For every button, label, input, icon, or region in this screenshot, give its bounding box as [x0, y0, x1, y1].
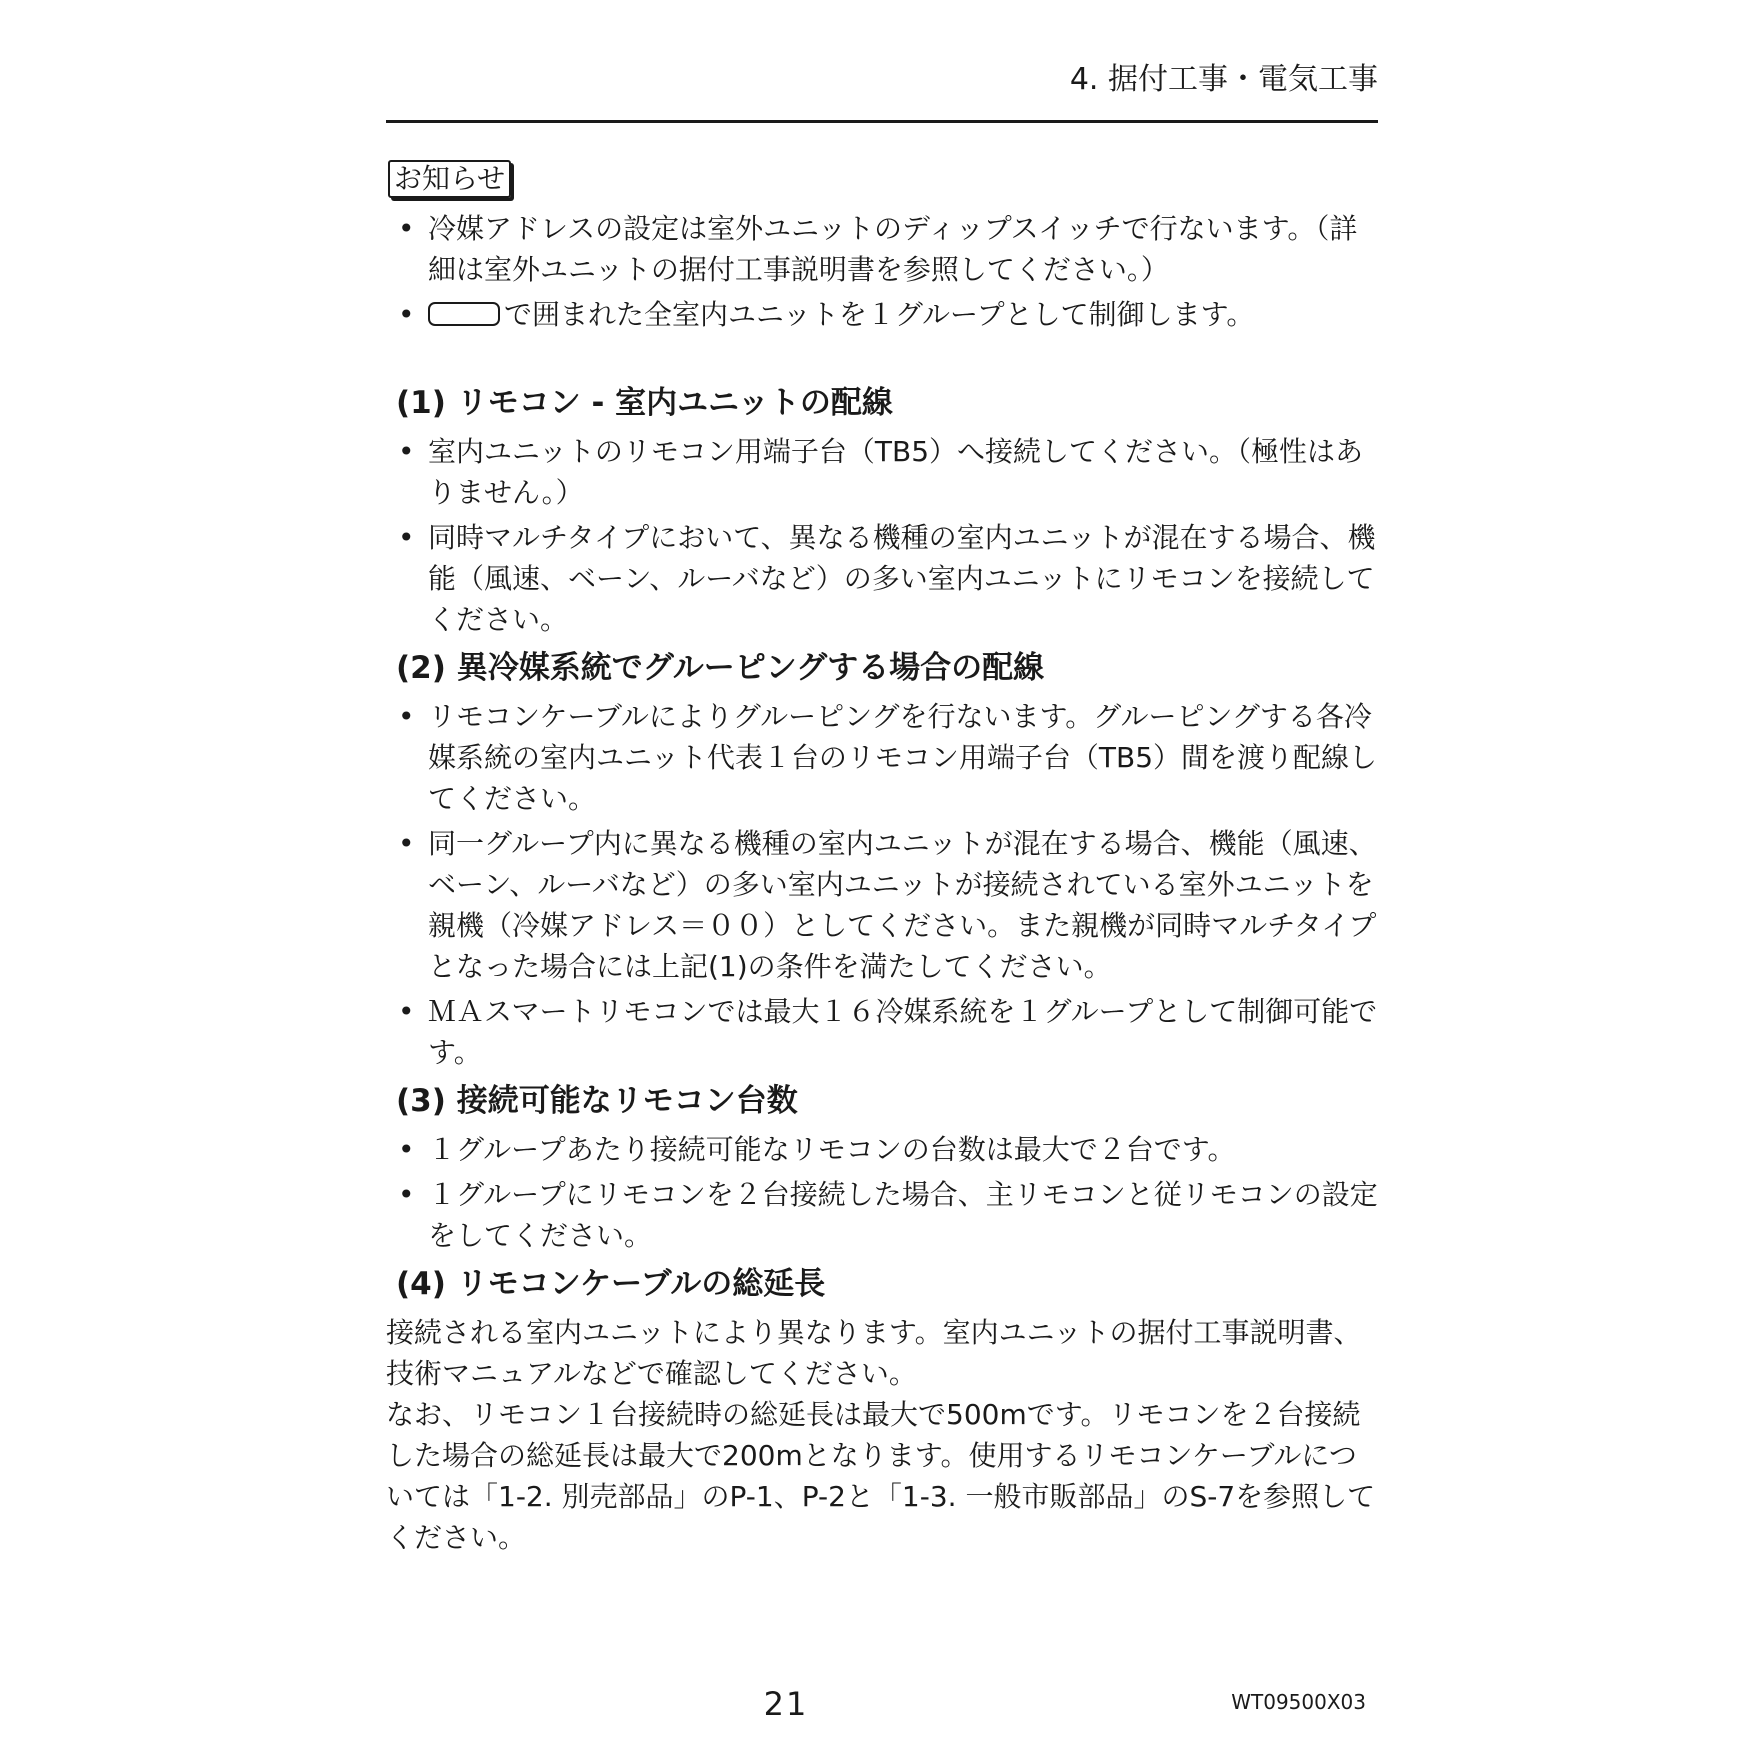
list-item: • で囲まれた全室内ユニットを１グループとして制御します。 — [398, 298, 1255, 331]
section-heading-1: (1) リモコン - 室内ユニットの配線 — [396, 385, 893, 421]
list-item-text: １グループあたり接続可能なリモコンの台数は最大で２台です。 — [428, 1133, 1236, 1166]
section-heading-2: (2) 異冷媒系統でグルーピングする場合の配線 — [396, 650, 1045, 686]
notice-item-text: で囲まれた全室内ユニットを１グループとして制御します。 — [504, 298, 1255, 331]
notice-list — [386, 208, 1378, 335]
document-code: WT09500X03 — [1231, 1690, 1366, 1714]
list-item-text: 室内ユニットのリモコン用端子台（TB5）へ接続してください。（極性はありません。） — [428, 435, 1364, 509]
list-item: • 同一グループ内に異なる機種の室内ユニットが混在する場合、機能（風速、ベーン、ルーバなど）の多い室内ユニットが接続されている室外ユニットを親機（冷媒アドレス＝００）としてください。また親機が同時マルチタイプとなった場合には上記(1)の条件を満たしてください。 — [398, 827, 1377, 983]
list-item-text: 同一グループ内に異なる機種の室内ユニットが混在する場合、機能（風速、ベーン、ルーバなど）の多い室内ユニットが接続されている室外ユニットを親機（冷媒アドレス＝００）としてください。また親機が同時マルチタイプとなった場合には上記(1)の条件を満たしてください。 — [428, 827, 1377, 983]
notice-item-text: 冷媒アドレスの設定は室外ユニットのディップスイッチで行ないます。（詳細は室外ユニットの据付工事説明書を参照してください。） — [428, 212, 1358, 286]
section-heading-3: (3) 接続可能なリモコン台数 — [396, 1083, 798, 1119]
page-number: 21 — [763, 1685, 809, 1723]
section-heading-4: (4) リモコンケーブルの総延長 — [396, 1266, 826, 1302]
group-frame-icon — [428, 302, 500, 326]
list-item-text: １グループにリモコンを２台接続した場合、主リモコンと従リモコンの設定をしてください。 — [428, 1178, 1378, 1252]
manual-page — [386, 0, 1378, 1754]
list-item-text: ＭＡスマートリモコンでは最大１６冷媒系統を１グループとして制御可能です。 — [428, 995, 1378, 1069]
section-4-paragraph: なお、リモコン１台接続時の総延長は最大で500mです。リモコンを２台接続した場合の総延長は最大で200mとなります。使用するリモコンケーブルについては「1-2. 別売部品」のP-1、P-2と「1-3. 一般市販部品」のS-7を参照してください。 — [386, 1398, 1376, 1554]
list-item: • リモコンケーブルによりグルーピングを行ないます。グルーピングする各冷媒系統の室内ユニット代表１台のリモコン用端子台（TB5）間を渡り配線してください。 — [398, 700, 1378, 815]
list-item: • ＭＡスマートリモコンでは最大１６冷媒系統を１グループとして制御可能です。 — [398, 995, 1378, 1069]
list-item: • 室内ユニットのリモコン用端子台（TB5）へ接続してください。（極性はありません。） — [398, 435, 1364, 509]
notice-badge: お知らせ — [388, 160, 511, 198]
section-4-paragraph: 接続される室内ユニットにより異なります。室内ユニットの据付工事説明書、技術マニュアルなどで確認してください。 — [386, 1316, 1362, 1390]
section-2-list — [386, 696, 1378, 1073]
list-item: • １グループあたり接続可能なリモコンの台数は最大で２台です。 — [398, 1133, 1236, 1166]
list-item: • 冷媒アドレスの設定は室外ユニットのディップスイッチで行ないます。（詳細は室外ユニットの据付工事説明書を参照してください。） — [398, 212, 1358, 286]
header-divider — [386, 120, 1378, 123]
section-3-list — [386, 1129, 1378, 1256]
page-content — [386, 160, 1378, 1558]
section-title: 4. 据付工事・電気工事 — [1069, 62, 1378, 97]
list-item: • 同時マルチタイプにおいて、異なる機種の室内ユニットが混在する場合、機能（風速、ベーン、ルーバなど）の多い室内ユニットにリモコンを接続してください。 — [398, 521, 1376, 636]
list-item: • １グループにリモコンを２台接続した場合、主リモコンと従リモコンの設定をしてください。 — [398, 1178, 1378, 1252]
section-1-list — [386, 431, 1378, 640]
list-item-text: 同時マルチタイプにおいて、異なる機種の室内ユニットが混在する場合、機能（風速、ベーン、ルーバなど）の多い室内ユニットにリモコンを接続してください。 — [428, 521, 1376, 636]
list-item-text: リモコンケーブルによりグルーピングを行ないます。グルーピングする各冷媒系統の室内ユニット代表１台のリモコン用端子台（TB5）間を渡り配線してください。 — [428, 700, 1378, 815]
